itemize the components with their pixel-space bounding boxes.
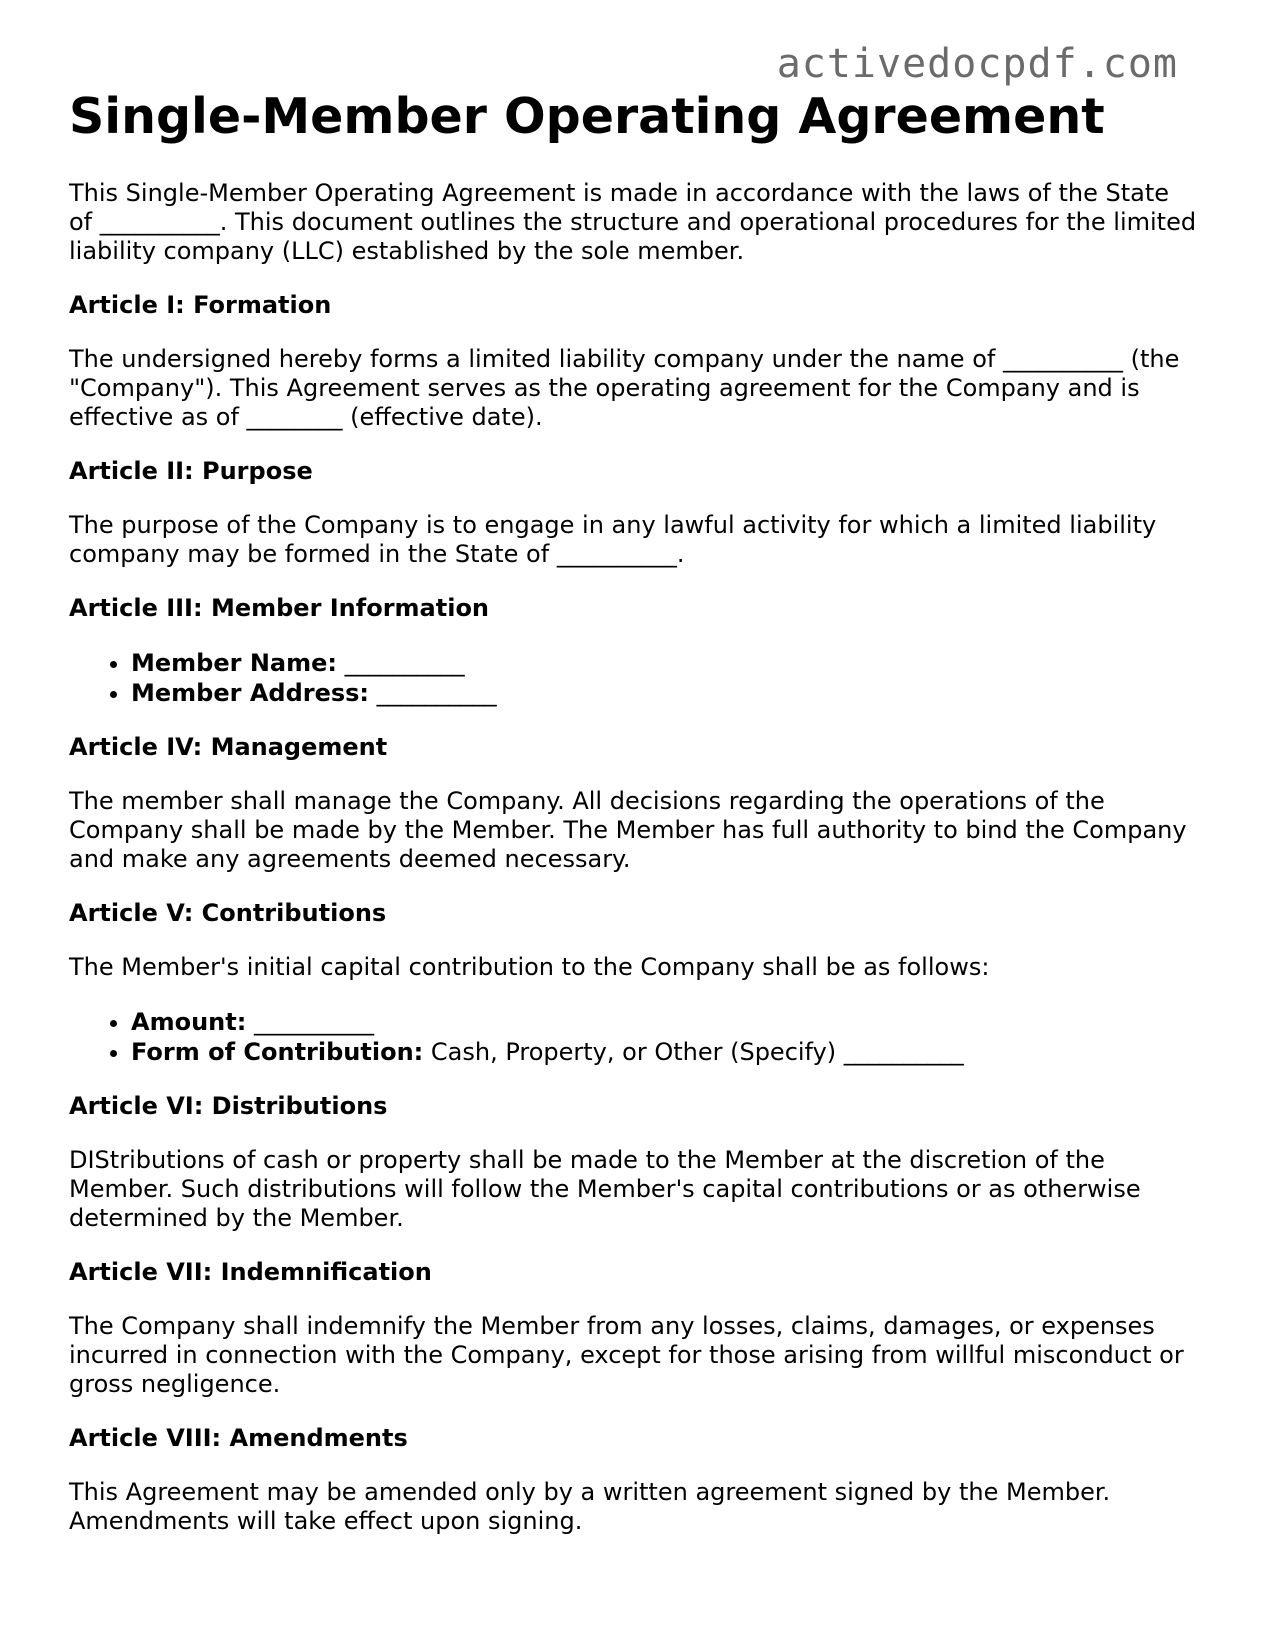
member-address-blank: __________	[369, 678, 497, 707]
member-name-blank: __________	[336, 648, 465, 677]
article-heading: Article V: Contributions	[69, 898, 387, 927]
document-title: Single-Member Operating Agreement	[69, 88, 1105, 145]
document-page	[69, 88, 1199, 1561]
amount-blank: __________	[246, 1007, 374, 1036]
article-heading: Article II: Purpose	[69, 456, 313, 485]
intro-paragraph: This Single-Member Operating Agreement is made in accordance with the laws of the State of __________. This document outlines the structure and operational procedures for the limited liability company (LLC) established by the sole member.	[69, 178, 1197, 265]
article-body: The purpose of the Company is to engage in any lawful activity for which a limited liability company may be formed in the State of __________.	[69, 510, 1157, 568]
member-address-label: Member Address:	[131, 678, 370, 707]
form-of-contribution-label: Form of Contribution:	[131, 1037, 424, 1066]
article-heading: Article VII: Indemnification	[69, 1257, 432, 1286]
article-body: This Agreement may be amended only by a written agreement signed by the Member. Amendments will take effect upon signing.	[69, 1477, 1111, 1535]
member-info-list	[69, 648, 1199, 708]
article-amendments	[69, 1424, 1199, 1536]
amount-label: Amount:	[131, 1007, 247, 1036]
article-body: The undersigned hereby forms a limited liability company under the name of __________ (the "Company"). This Agreement serves as the operating agreement for the Company and is effective as of ________ (effective date).	[69, 344, 1180, 431]
article-purpose	[69, 457, 1199, 569]
article-contributions	[69, 899, 1199, 1067]
article-heading: Article VIII: Amendments	[69, 1423, 408, 1452]
member-name-label: Member Name:	[131, 648, 337, 677]
article-body: DIStributions of cash or property shall be made to the Member at the discretion of the Member. Such distributions will follow the Member's capital contributions or as otherwise determined by the Member.	[69, 1145, 1141, 1232]
contribution-list	[69, 1007, 1199, 1067]
article-heading: Article I: Formation	[69, 290, 332, 319]
article-member-information	[69, 594, 1199, 708]
article-body: The Member's initial capital contribution to the Company shall be as follows:	[69, 952, 990, 981]
watermark: activedocpdf.com	[776, 41, 1178, 87]
list-item	[131, 1037, 1199, 1067]
list-item	[131, 648, 1199, 678]
article-heading: Article VI: Distributions	[69, 1091, 388, 1120]
list-item	[131, 1007, 1199, 1037]
article-body: The member shall manage the Company. All decisions regarding the operations of the Company shall be made by the Member. The Member has full authority to bind the Company and make any agreements deemed necessary.	[69, 786, 1187, 873]
article-management	[69, 733, 1199, 874]
article-body: The Company shall indemnify the Member from any losses, claims, damages, or expenses incurred in connection with the Company, except for those arising from willful misconduct or gross negligence.	[69, 1311, 1184, 1398]
article-heading: Article III: Member Information	[69, 593, 490, 622]
article-indemnification	[69, 1258, 1199, 1399]
list-item	[131, 678, 1199, 708]
form-of-contribution-value: Cash, Property, or Other (Specify) __________	[423, 1037, 964, 1066]
article-formation	[69, 291, 1199, 432]
article-heading: Article IV: Management	[69, 732, 388, 761]
article-distributions	[69, 1092, 1199, 1233]
